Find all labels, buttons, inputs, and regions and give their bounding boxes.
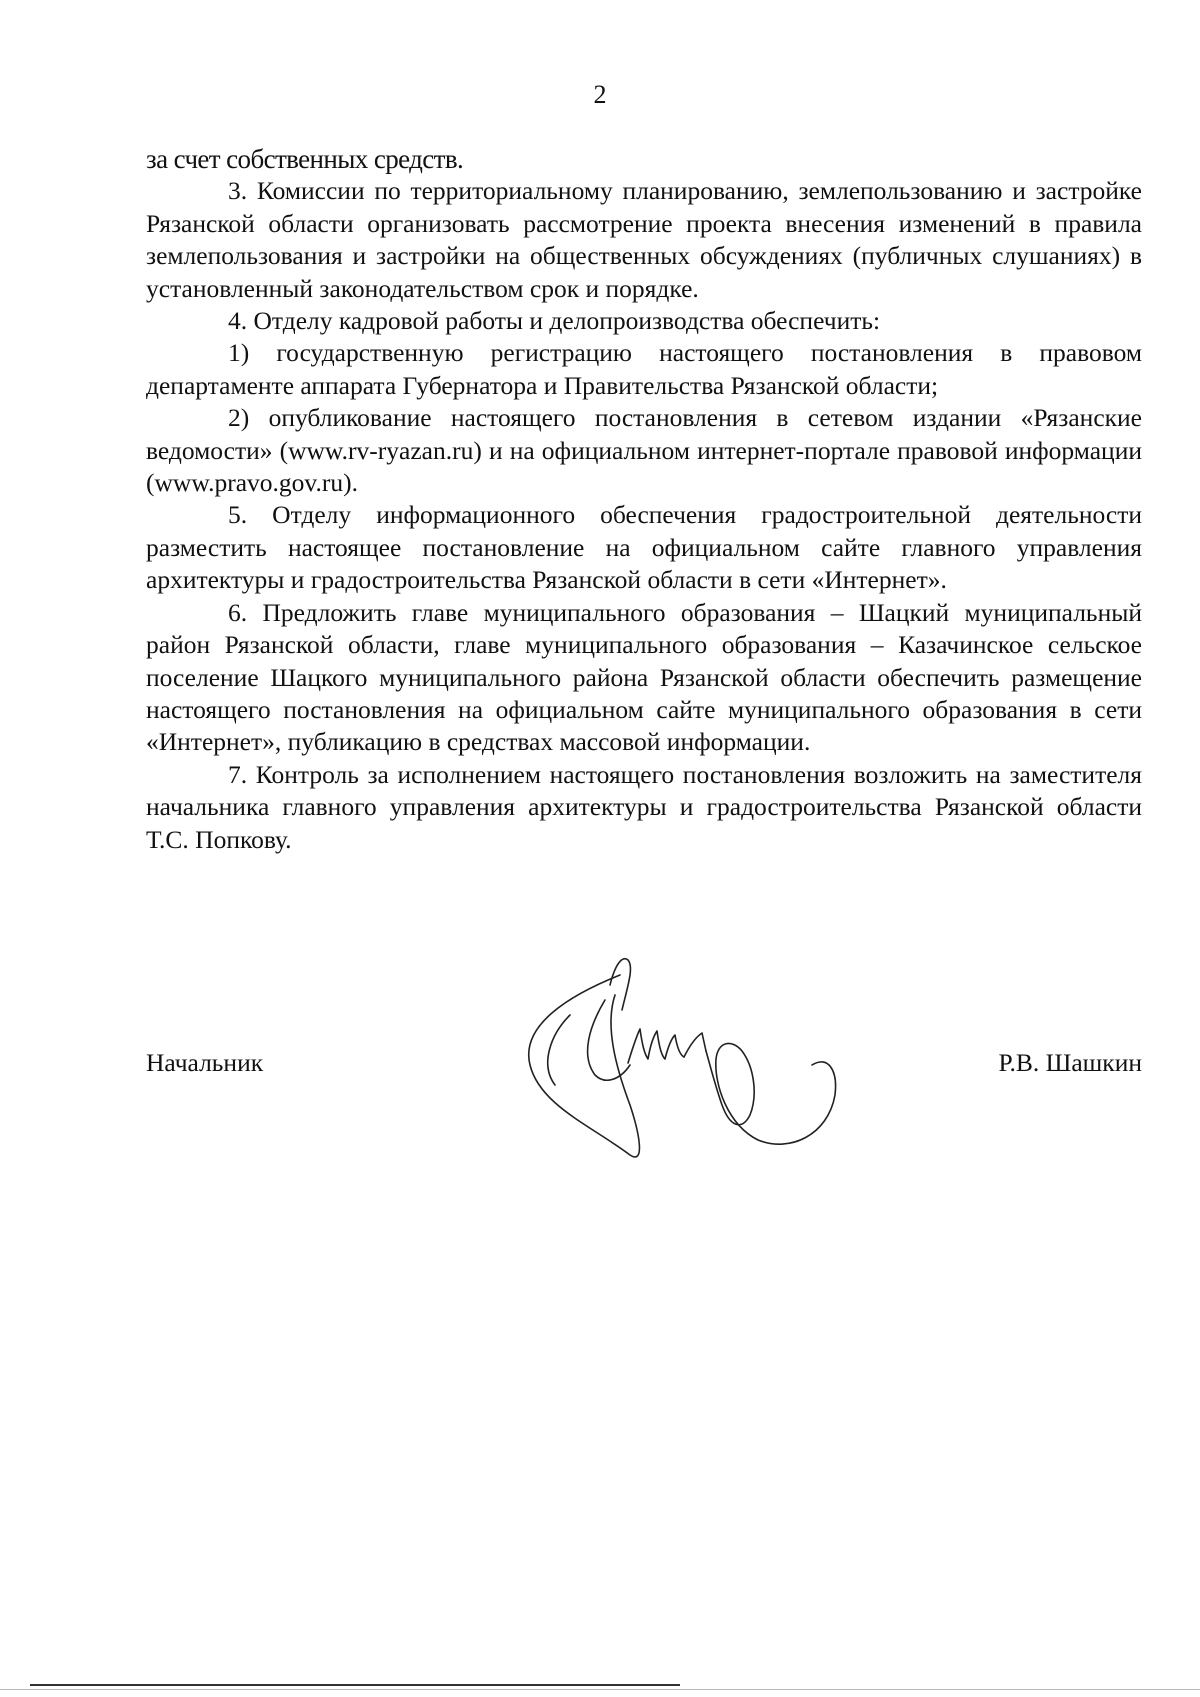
document-body [146,143,1142,856]
scan-edge-line [30,1684,680,1686]
paragraph-item-4: 4. Отделу кадровой работы и делопроизводства обеспечить: [228,306,881,336]
scan-edge-line-faint [0,1689,1200,1690]
page-number: 2 [593,80,607,109]
paragraph-item-7: 7. Контроль за исполнением настоящего постановления возложить на заместителя начальника главного управления архитектуры и градостроительства Рязанской области Т.С. Попкову. [146,759,1142,854]
paragraph-item-6: 6. Предложить главе муниципального образования – Шацкий муниципальный район Рязанской области, главе муниципального образования – Казачинское сельское поселение Шацкого муниципального района Рязанской области обеспечить размещение настоящего постановления на официальном сайте муниципального образования в сети «Интернет», публикацию в средствах массовой информации. [146,597,1142,757]
paragraph-subitem-2: 2) опубликование настоящего постановления в сетевом издании «Рязанские ведомости» (www.rv-ryazan.ru) и на официальном интернет-портале правовой информации (www.pravo.gov.ru). [146,403,1142,498]
paragraph-subitem-1: 1) государственную регистрацию настоящего постановления в правовом департаменте аппарата Губернатора и Правительства Рязанской области; [146,338,1142,400]
signatory-name: Р.В. Шашкин [998,1048,1142,1077]
paragraph-item-3: 3. Комиссии по территориальному планированию, землепользованию и застройке Рязанской области организовать рассмотрение проекта внесения изменений в правила землепользования и застройки на общественных обсуждениях (публичных слушаниях) в установленный законодательством срок и порядке. [146,176,1142,303]
paragraph-item-5: 5. Отделу информационного обеспечения градостроительной деятельности разместить настоящее постановление на официальном сайте главного управления архитектуры и градостроительства Рязанской области в сети «Интернет». [146,500,1142,595]
signatory-title: Начальник [146,1048,264,1077]
paragraph-continuation: за счет собственных средств. [146,144,464,174]
handwritten-signature [510,955,840,1195]
